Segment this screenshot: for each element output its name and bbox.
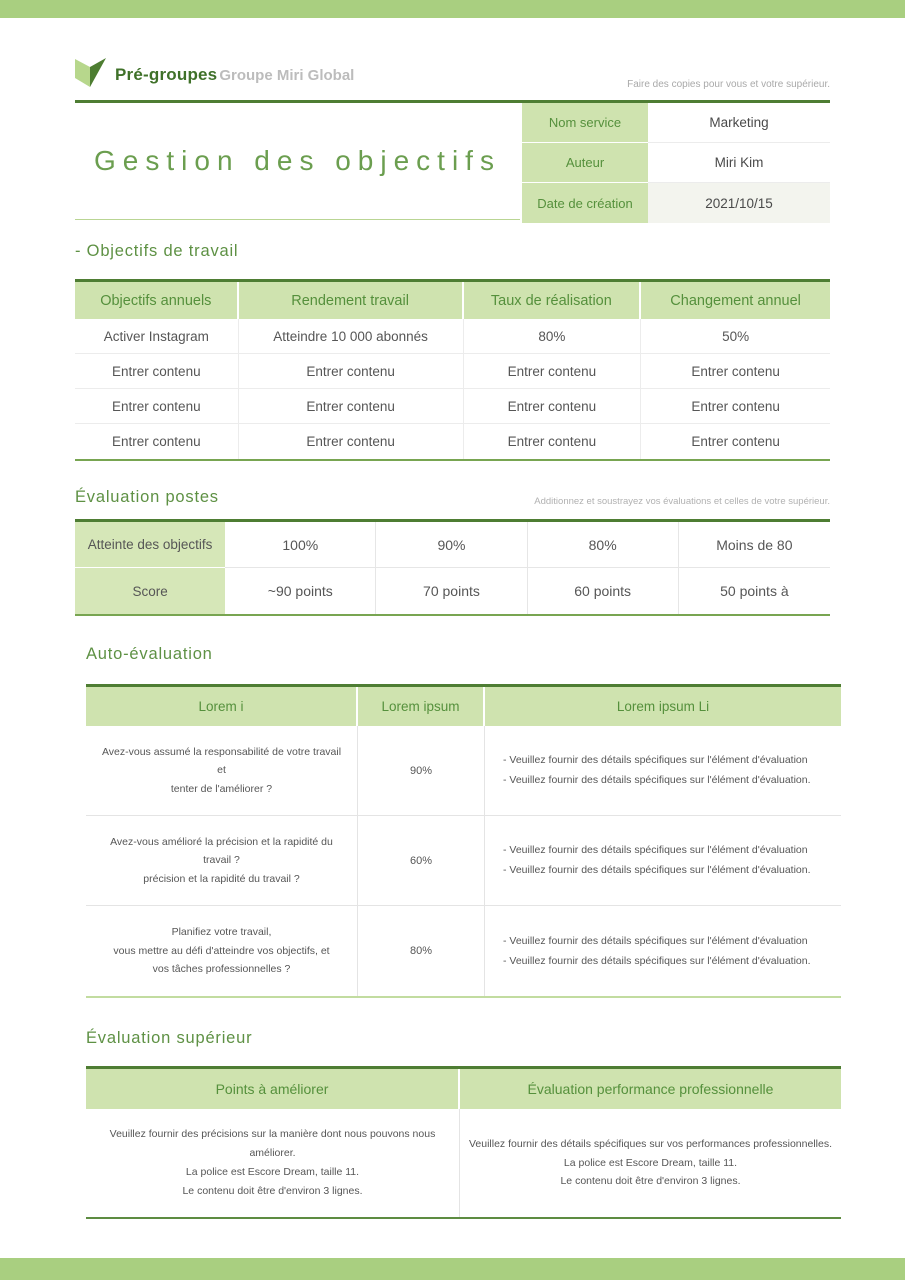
cell-line: Veuillez fournir des précisions sur la manière dont nous pouvons nous améliorer.	[109, 1128, 436, 1160]
info-label-date: Date de création	[520, 183, 648, 223]
brand-name: Pré-groupes	[115, 65, 218, 84]
copy-instruction-note: Faire des copies pour vous et votre supérieur.	[627, 79, 830, 90]
cell-line: La police est Escore Dream, taille 11.	[563, 1156, 738, 1169]
auto-evaluation-table	[86, 684, 841, 998]
objectif-cell[interactable]: Entrer contenu	[641, 389, 830, 424]
auto-score-cell[interactable]: 80%	[358, 906, 485, 996]
section-heading-auto-evaluation: Auto-évaluation	[86, 645, 213, 663]
table-row	[75, 522, 830, 568]
objectif-cell[interactable]: Entrer contenu	[641, 354, 830, 389]
postes-row-label: Score	[75, 568, 225, 614]
auto-details-cell[interactable]	[485, 906, 841, 996]
bottom-accent-bar	[0, 1258, 905, 1280]
detail-line: - Veuillez fournir des détails spécifiques sur l'élément d'évaluation	[503, 754, 808, 767]
objectif-cell[interactable]: Entrer contenu	[239, 389, 464, 424]
objectif-cell[interactable]: Entrer contenu	[464, 389, 642, 424]
info-label-auteur: Auteur	[520, 143, 648, 183]
table-header-row	[75, 282, 830, 319]
info-value-service[interactable]: Marketing	[648, 103, 830, 143]
column-header: Lorem ipsum Li	[485, 687, 841, 726]
document-info-table	[520, 103, 830, 223]
objectif-cell[interactable]: Entrer contenu	[641, 424, 830, 459]
table-row	[86, 906, 841, 996]
evaluation-postes-table	[75, 519, 830, 616]
brand-suffix: Groupe Miri Global	[219, 66, 355, 84]
postes-row-label: Atteinte des objectifs	[75, 522, 225, 568]
column-header: Évaluation performance professionnelle	[460, 1069, 841, 1109]
objectif-cell[interactable]: Atteindre 10 000 abonnés	[239, 319, 464, 354]
info-value-auteur[interactable]: Miri Kim	[648, 143, 830, 183]
info-label-service: Nom service	[520, 103, 648, 143]
detail-line: - Veuillez fournir des détails spécifiques sur l'élément d'évaluation.	[503, 864, 811, 876]
table-row	[75, 568, 830, 614]
objectif-cell[interactable]: Entrer contenu	[239, 354, 464, 389]
detail-line: - Veuillez fournir des détails spécifiques sur l'élément d'évaluation	[503, 844, 808, 857]
table-row	[520, 103, 830, 143]
question-line: tenter de l'améliorer ?	[170, 782, 273, 795]
objectif-cell[interactable]: 50%	[641, 319, 830, 354]
objectif-cell[interactable]: Entrer contenu	[239, 424, 464, 459]
top-accent-bar	[0, 0, 905, 18]
table-header-row	[86, 1069, 841, 1109]
objectif-cell[interactable]: Entrer contenu	[75, 389, 239, 424]
auto-question-cell[interactable]	[86, 726, 358, 816]
postes-value-cell: ~90 points	[225, 568, 376, 614]
brand-logo-icon	[75, 58, 108, 93]
question-line: vous mettre au défi d'atteindre vos objectifs, et	[113, 944, 330, 957]
column-header: Lorem i	[86, 687, 358, 726]
column-header: Lorem ipsum	[358, 687, 485, 726]
section-heading-evaluation-postes: Évaluation postes	[75, 488, 219, 506]
detail-line: - Veuillez fournir des détails spécifiques sur l'élément d'évaluation	[503, 934, 808, 947]
postes-value-cell: 100%	[225, 522, 376, 568]
table-row	[75, 354, 830, 389]
question-line: Avez-vous amélioré la précision et la rapidité du travail ?	[110, 835, 333, 867]
auto-details-cell[interactable]	[485, 726, 841, 816]
column-header: Taux de réalisation	[464, 282, 642, 319]
document-header	[75, 100, 830, 220]
table-row	[75, 424, 830, 459]
evaluation-superieur-table	[86, 1066, 841, 1219]
cell-line: Le contenu doit être d'environ 3 lignes.	[560, 1175, 741, 1188]
table-row	[75, 319, 830, 354]
postes-value-cell: 60 points	[528, 568, 679, 614]
question-line: Avez-vous assumé la responsabilité de votre travail et	[101, 745, 342, 777]
table-header-row	[86, 687, 841, 726]
objectif-cell[interactable]: 80%	[464, 319, 642, 354]
postes-value-cell: 50 points à	[720, 583, 789, 599]
postes-value-cell: Moins de 80	[679, 522, 830, 568]
auto-score-cell[interactable]: 60%	[358, 816, 485, 906]
auto-question-cell[interactable]	[86, 906, 358, 996]
table-row	[520, 183, 830, 223]
postes-value-cell: 80%	[528, 522, 679, 568]
objectifs-table	[75, 279, 830, 461]
evaluation-postes-note: Additionnez et soustrayez vos évaluations et celles de votre supérieur.	[534, 496, 830, 507]
table-row	[86, 1109, 841, 1217]
question-line: précision et la rapidité du travail ?	[143, 872, 300, 885]
postes-value-cell: 90%	[376, 522, 527, 568]
table-row	[86, 816, 841, 906]
question-line: Planifiez votre travail,	[171, 926, 272, 939]
table-row	[75, 389, 830, 424]
column-header: Points à améliorer	[86, 1069, 460, 1109]
cell-line: Veuillez fournir des détails spécifiques sur vos performances professionnelles.	[468, 1137, 833, 1150]
page-title: Gestion des objectifs	[94, 145, 501, 176]
points-ameliorer-cell[interactable]	[86, 1109, 460, 1217]
performance-professionnelle-cell[interactable]	[460, 1109, 841, 1217]
auto-details-cell[interactable]	[485, 816, 841, 906]
question-line: vos tâches professionnelles ?	[152, 963, 291, 976]
cell-line: La police est Escore Dream, taille 11.	[185, 1166, 360, 1178]
brand-row	[75, 54, 830, 96]
cell-line: Le contenu doit être d'environ 3 lignes.	[182, 1184, 363, 1197]
objectif-cell[interactable]: Activer Instagram	[75, 319, 239, 354]
objectif-cell[interactable]: Entrer contenu	[464, 354, 642, 389]
detail-line: - Veuillez fournir des détails spécifiques sur l'élément d'évaluation.	[503, 954, 811, 967]
column-header: Rendement travail	[239, 282, 464, 319]
detail-line: - Veuillez fournir des détails spécifiques sur l'élément d'évaluation.	[503, 774, 811, 786]
objectif-cell[interactable]: Entrer contenu	[464, 424, 642, 459]
info-value-date[interactable]: 2021/10/15	[648, 183, 830, 223]
postes-value-cell: 70 points	[376, 568, 527, 614]
objectif-cell[interactable]: Entrer contenu	[75, 354, 239, 389]
objectif-cell[interactable]: Entrer contenu	[75, 424, 239, 459]
column-header: Changement annuel	[641, 282, 830, 319]
table-row	[520, 143, 830, 183]
column-header: Objectifs annuels	[75, 282, 239, 319]
auto-question-cell[interactable]	[86, 816, 358, 906]
table-row	[86, 726, 841, 816]
auto-score-cell[interactable]: 90%	[358, 726, 485, 816]
section-heading-evaluation-superieur: Évaluation supérieur	[86, 1029, 253, 1047]
section-heading-objectifs: - Objectifs de travail	[75, 242, 239, 260]
